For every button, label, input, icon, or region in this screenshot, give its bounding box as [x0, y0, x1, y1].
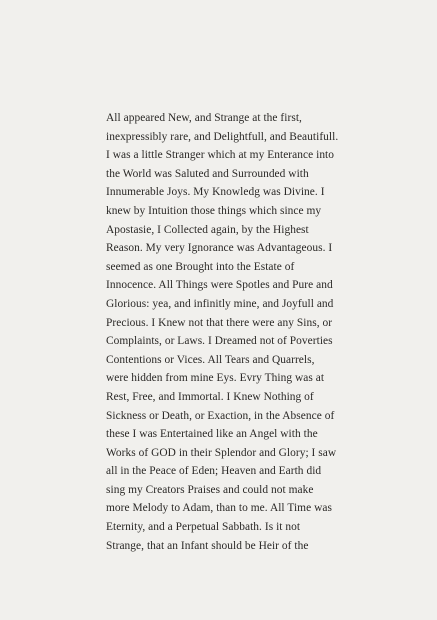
text-line: these I was Entertained like an Angel with the	[106, 428, 318, 441]
text-line: sing my Creators Praises and could not make	[106, 483, 314, 496]
text-line: Complaints, or Laws. I Dreamed not of Poverties	[106, 335, 333, 348]
text-line: Innumerable Joys. My Knowledg was Divine. I	[106, 186, 325, 199]
text-line: Sickness or Death, or Exaction, in the Absence of	[106, 409, 335, 422]
text-line: inexpressibly rare, and Delightfull, and Beautifull.	[106, 130, 339, 143]
text-line: the World was Saluted and Surrounded with	[106, 167, 309, 180]
text-line: Eternity, and a Perpetual Sabbath. Is it not	[106, 521, 301, 534]
text-line: All appeared New, and Strange at the first,	[106, 112, 302, 124]
text-line: Strange, that an Infant should be Heir of the	[106, 539, 309, 552]
body-text	[106, 109, 406, 555]
text-line: seemed as one Brought into the Estate of	[106, 260, 295, 273]
text-line: Apostasie, I Collected again, by the Highest	[106, 223, 309, 236]
text-line: Precious. I Knew not that there were any Sins, or	[106, 316, 333, 329]
text-line: Contentions or Vices. All Tears and Quarrels,	[106, 353, 315, 366]
text-line: Glorious: yea, and infinitly mine, and Joyfull and	[106, 297, 334, 310]
text-line: Reason. My very Ignorance was Advantageous. I	[106, 242, 333, 255]
text-line: all in the Peace of Eden; Heaven and Earth did	[106, 465, 322, 478]
text-line: were hidden from mine Eys. Evry Thing was at	[106, 372, 325, 385]
text-line: more Melody to Adam, than to me. All Time was	[106, 502, 332, 515]
text-line: I was a little Stranger which at my Enterance into	[106, 149, 335, 162]
text-line: Works of GOD in their Splendor and Glory; I saw	[106, 446, 337, 459]
text-line: Rest, Free, and Immortal. I Knew Nothing of	[106, 390, 314, 403]
text-line: Innocence. All Things were Spotles and Pure and	[106, 279, 333, 292]
text-line: knew by Intuition those things which since my	[106, 204, 322, 217]
